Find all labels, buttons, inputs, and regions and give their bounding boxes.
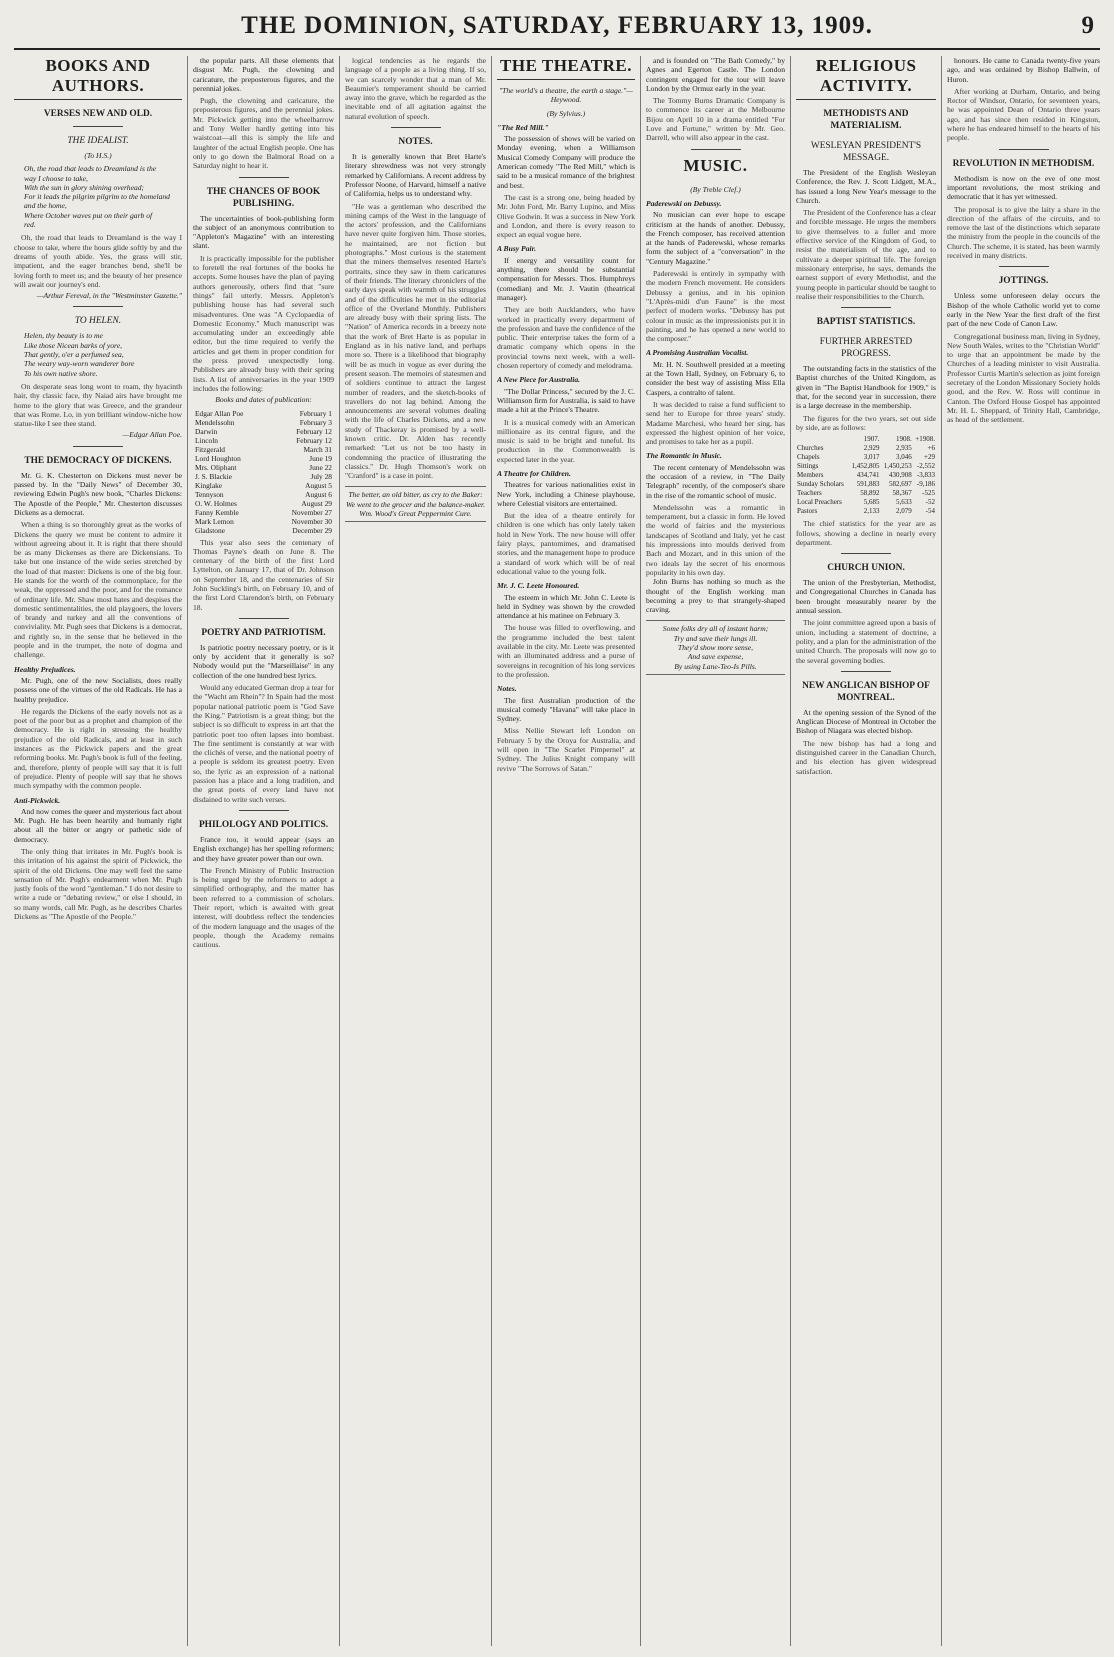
divider xyxy=(691,149,741,150)
stats-cell: 3,046 xyxy=(895,453,912,462)
anniversary-date: February 12 xyxy=(296,435,332,445)
stats-cell: Members xyxy=(797,471,824,480)
new-piece-paragraph: "The Dollar Princess," secured by the J. C. Williamson firm for Australia, is said to have made a hit at the Prince's Theatre. xyxy=(497,386,635,415)
anniversary-name: Lincoln xyxy=(195,435,218,445)
poem1-title: THE IDEALIST. xyxy=(67,136,129,146)
anniversary-row xyxy=(193,517,334,526)
anniversary-name: Kinglake xyxy=(195,480,223,490)
divider xyxy=(239,177,289,178)
anniversary-row xyxy=(193,499,334,508)
advert-text: The better, an old bitter, as cry to the Baker: We went to the grocer and the balance-maker. xyxy=(345,490,486,509)
montreal-heading: NEW ANGLICAN BISHOP OF MONTREAL. xyxy=(802,680,930,703)
dickens-paragraph: Mr. G. K. Chesterton on Dickens must never be passed by. In the "Daily News" of December 30, reviewing Edwin Pugh's new book, "Charles Dickens: The Apostle of the People," Mr. Chesterton discusses Dickens as a democrat. xyxy=(14,470,182,517)
anniversary-date: February 12 xyxy=(296,426,332,436)
anniversary-name: Mrs. Oliphant xyxy=(195,462,237,472)
poem-line: and the home, xyxy=(24,201,67,211)
poetry-heading: POETRY AND PATRIOTISM. xyxy=(201,627,326,638)
divider xyxy=(73,306,123,307)
stats-cell: Local Preachers xyxy=(797,498,842,507)
stats-cell: Pastors xyxy=(797,507,818,516)
column-religious-continued: honours. He came to Canada twenty-five years ago, and was ordained by Bishop Ballwin, of Huron. After working at Durham, Ontario, and being Rector of Windsor, Ontario, for seventeen years, he was appointed Dean of Ontario three years ago, and has since then resided in Kingston, where he has endeared himself to the hearts of his people. REVOLUTION IN METHODISM. Methodism is now on the eve of one most important revolutions, the most striking and democratic that it has yet witnessed. The proposal is to give the laity a share in the direction of the affairs of the circuits, and to remove the last of the distinctions which separate the ministry from the people in the councils of the Church. The scheme, it is stated, has been warmly received in many districts. JOTTINGS. Unless some unforeseen delay occurs the Bishop of the whole Catholic world yet to come early in the New Year the first draft of the first part of the new Code of Canon Law. Congregational business man, living in Sydney, New South Wales, writes to the "Christian World" to urge that an appointment be made by the Churches of a leading minister to visit Australia. Professor Curtis Martin's selection as joint foreign secretary of the London Missionary Society holds good, and the Rev. W. Ross will continue in Canton. The Oxford House Gospel has appointed Mr. H. L. Sheppard, of Trinity Hall, Cambridge, as head of the settlement. xyxy=(947,56,1100,425)
anniversary-name: Darwin xyxy=(195,426,218,436)
anniversary-date: November 27 xyxy=(291,507,332,517)
poem2-signature: —Edgar Allan Poe. xyxy=(122,430,182,440)
stats-cell: 58,367 xyxy=(892,489,912,498)
wesleyan-paragraph: The President of the English Wesleyan Conference, the Rev. J. Scott Lidgett, M.A., has issued a long New Year's message to the Church. xyxy=(796,168,936,205)
masthead-title: THE DOMINION, SATURDAY, FEBRUARY 13, 1909. xyxy=(241,12,873,39)
revolution-paragraph: Methodism is now on the eve of one most important revolutions, the most striking and democratic that it has yet witnessed. xyxy=(947,173,1100,202)
advert-line: Try and save their lungs ill. xyxy=(673,633,758,643)
stats-header-cell: 1907. xyxy=(863,435,880,444)
theatre-byline: (By Sylvius.) xyxy=(546,108,586,118)
romantic-paragraph: The recent centenary of Mendelssohn was the occasion of a review, in "The Daily Telegraph" recently, of the composer's share in the rise of the romantic school of music. xyxy=(646,462,785,500)
poem-line: For it leads the pilgrim pilgrim to the homeland xyxy=(24,192,170,202)
column-books-continued: the popular parts. All these elements that disgust Mr. Pugh, the clowning and caricature, the preposterous figures, and the perennial jokes. Pugh, the clowning and caricature, the preposterous figures, and the perennial jokes. Mr. Pickwick getting into the wheelbarrow and Tony Weller hardly getting into his waistcoat—all this is simply the life and laughter of the actual English people. One has only to go down the Balmoral Road on a Saturday night to hear it. THE CHANCES OF BOOK PUBLISHING. The uncertainties of book-publishing form the subject of an anonymous contribution to "Appleton's Magazine" with an interesting slant. It is practically impossible for the publisher to foretell the real fortunes of the books he accepts. Some houses have the plan of paying authors generously, others find that "sure things" fail utterly. Messrs. Appleton's publishing house has had several such misadventures. One was "A Cyclopaedia of Domestic Economy." Much manuscript was accumulating under an exceedingly able editor, but the time required to verify the articles and get them in proper condition for the press proved unexpectedly long. Publishers are already busy with their spring lists. A list of anniversaries in the year 1909 includes the following: Books and dates of publication: Edgar Allan Poe February 1 Mendelssohn February 3 Darwin February 12 Lincoln February 12 Fitzgerald March 31 Lord Houghton June 19 Mrs. Oliphant June 22 J. S. Blackie July 28 Kinglake August 5 Tennyson August 6 O. W. Holmes August 29 Fanny Kemble November 27 Mark Lemon November 30 Gladstone December 29 This year also sees the centenary of Thomas Payne's death on June 8. The centenary of the birth of the first Lord Lyttelton, on January 17, that of Dr. Johnson on September 18, and the centenaries of Sir John Suckling's birth, on February 10, and of the first Lord Clarendon's birth, on February 18. POETRY AND PATRIOTISM. Is patriotic poetry necessary poetry, or is it only by accident that it generally is so? Nobody would put the "Marseillaise" in any collection of the one hundred best lyrics. Would any educated German drop a tear for the "Wacht am Rhein"? In Spain had the most popular national patriotic poem is "God Save the King." Patriotism is a great thing; but the subject is so difficult to express in art that the patriotic poet too often lapses into bombast. The fine sentiment is constantly at war with the clichés of verse, and the national poetry of a people is seldom its greatest poetry. Even so, the lyric as an expression of a national passion has a place and a long tradition, and the great poets of every land have not disdained to write such verses. PHILOLOGY AND POLITICS. France too, it would appear (says an English exchange) has her spelling reformers; and they have greater power than our own. The French Ministry of Public Instruction is being urged by the reformers to adopt a simplified orthography, and the matter has been referred to a commission of scholars. Their report, which is awaited with great interest, will doubtless reflect the tendencies of the modern language and the usages of the people, though the Academy remains cautious. xyxy=(193,56,334,950)
healthy-prejudices-heading: Healthy Prejudices. xyxy=(14,664,76,674)
intro-paragraph: the popular parts. All these elements that disgust Mr. Pugh, the clowning and caricature, the preposterous figures, and the perennial jokes. xyxy=(193,56,334,93)
children-theatre-paragraph: Theatres for various nationalities exist in New York, including a Chinese playhouse, where Celestial visitors are entertained. xyxy=(497,480,635,508)
stats-cell: 1,452,805 xyxy=(851,462,880,471)
anniversary-row xyxy=(193,472,334,481)
church-union-paragraph: The union of the Presbyterian, Methodist, and Congregational Churches in Canada has been brought measurably nearer by the annual session. xyxy=(796,578,936,616)
stats-cell: 5,685 xyxy=(863,498,880,507)
dickens-heading: THE DEMOCRACY OF DICKENS. xyxy=(24,455,172,466)
theatre-notes-paragraph: The first Australian production of the musical comedy "Havana" will take place in Sydney. xyxy=(497,695,635,724)
anniversary-row xyxy=(193,508,334,517)
anniversary-row xyxy=(193,409,334,418)
masthead xyxy=(14,8,1100,50)
stats-row xyxy=(796,462,936,471)
stats-cell: 58,892 xyxy=(860,489,880,498)
anniversary-row xyxy=(193,526,334,535)
anniversary-row xyxy=(193,463,334,472)
anniversary-row xyxy=(193,436,334,445)
church-union-heading: CHURCH UNION. xyxy=(827,563,905,574)
anniversary-date: March 31 xyxy=(303,444,332,454)
stats-cell: Churches xyxy=(797,444,824,453)
stats-cell: -525 xyxy=(922,489,935,498)
advert-line: They'd show more sense, xyxy=(677,643,754,653)
poem1-attribution: (To H.S.) xyxy=(84,151,112,160)
anniversary-row xyxy=(193,490,334,499)
column-rule xyxy=(187,56,188,1646)
anniversary-table-body xyxy=(193,409,334,535)
stats-cell: Sittings xyxy=(797,462,819,471)
anniversary-row xyxy=(193,445,334,454)
leete-paragraph: The esteem in which Mr. John C. Leete is held in Sydney was shown by the crowded attendance at his matinee on February 3. xyxy=(497,592,635,621)
anniversary-date: July 28 xyxy=(310,471,332,481)
poem-line: Oh, the road that leads to Dreamland is the xyxy=(24,164,157,174)
intro-paragraph: honours. He came to Canada twenty-five years ago, and was ordained by Bishop Ballwin, of Huron. xyxy=(947,56,1100,84)
divider xyxy=(841,671,891,672)
anniversary-name: Tennyson xyxy=(195,489,224,499)
poem2-body xyxy=(24,331,182,377)
anniversary-name: Fanny Kemble xyxy=(195,507,239,517)
stats-cell: 2,929 xyxy=(863,444,880,453)
divider xyxy=(841,553,891,554)
anniversary-name: J. S. Blackie xyxy=(195,471,232,481)
theatre-continued-paragraph: and is founded on "The Bath Comedy," by Agnes and Egerton Castle. The London contingent engaged for the tour will leave London by the Ormuz early in the year. xyxy=(646,56,785,93)
section-title-music: MUSIC. xyxy=(683,155,748,175)
poem-line: Where October waves put on their garb of xyxy=(24,210,153,220)
poem-line: Like those Nicean barks of yore, xyxy=(24,340,122,350)
section-title-theatre: THE THEATRE. xyxy=(497,56,635,80)
column-rule xyxy=(790,56,791,1646)
montreal-paragraph: At the opening session of the Synod of the Anglican Diocese of Montreal in October the Bishop of Niagara was elected bishop. xyxy=(796,707,936,736)
stats-cell: 591,883 xyxy=(856,480,880,489)
column-religious-activity: RELIGIOUS ACTIVITY. METHODISTS AND MATERIALISM. WESLEYAN PRESIDENT'S MESSAGE. The President of the English Wesleyan Conference, the Rev. J. Scott Lidgett, M.A., has issued a long New Year's message to the Church. The President of the Conference has a clear and forcible message. He urges the members to give themselves to a fuller and more effective service of the Kingdom of God, to resist the materialism of the age, and to cultivate a deeper spiritual life. The foreign missionary enterprise, he says, demands the earnest support of every Methodist, and the young people in particular should be taught to realise their responsibilities to the Church. BAPTIST STATISTICS. FURTHER ARRESTED PROGRESS. The outstanding facts in the statistics of the Baptist churches of the United Kingdom, as given in "The Baptist Handbook for 1909," is that, for the second year in succession, there is a large decrease in the membership. The figures for the two years, set out side by side, are as follows: 1907. 1908. +1908. Churches 2,929 2,935 +6 Chapels 3,017 3,046 +29 Sittings 1,452,805 1,450,253 -2,552 Members 434,741 430,908 -3,833 Sunday Scholars 591,883 582,697 -9,186 Teachers 58,892 58,367 -525 Local Preachers 5,685 5,633 -52 Pastors 2,133 2,079 -54 The chief statistics for the year are as follows, showing a decline in nearly every department. CHURCH UNION. The union of the Presbyterian, Methodist, and Congregational Churches in Canada has been brought measurably nearer by the annual session. The joint committee agreed upon a basis of union, including a statement of doctrine, a polity, and a plan for the administration of the united Church. The proposals will now go to the several governing bodies. NEW ANGLICAN BISHOP OF MONTREAL. At the opening session of the Synod of the Anglican Diocese of Montreal in October the Bishop of Niagara was elected bishop. The new bishop has had a long and distinguished career in the Canadian Church, and his election has given widespread satisfaction. xyxy=(796,56,936,776)
jottings-paragraph: Unless some unforeseen delay occurs the Bishop of the whole Catholic world yet to come early in the New Year the first draft of the first part of the new Code of Canon Law. xyxy=(947,291,1100,329)
healthy-prejudices-paragraph: Mr. Pugh, one of the new Socialists, does really possess one of the virtues of the old Radicals. He has a healthy prejudice. xyxy=(14,675,182,704)
anniversary-row xyxy=(193,481,334,490)
red-mill-paragraph: The possession of shows will be varied on Monday evening, when a Williamson Musical Comedy Company will produce the American comedy "The Red Mill," which is said to be a musical romance of the brightest and best. xyxy=(497,134,635,190)
stats-cell: -2,552 xyxy=(916,462,935,471)
stats-cell: 3,017 xyxy=(863,453,880,462)
poem1-body xyxy=(24,164,182,229)
advert-line: By using Lane-Teo-Is Pills. xyxy=(674,661,757,671)
anniversary-name: O. W. Holmes xyxy=(195,498,237,508)
divider xyxy=(999,266,1049,267)
stats-cell: -54 xyxy=(925,507,935,516)
anniversary-date: November 30 xyxy=(291,516,332,526)
column-rule xyxy=(339,56,340,1646)
divider xyxy=(73,126,123,127)
burns-paragraph: John Burns has nothing so much as the thought of the English working man becoming a prey to that strangely-shaped craving. xyxy=(646,577,785,615)
stats-cell: +29 xyxy=(924,453,935,462)
stats-header-cell: 1908. xyxy=(895,435,912,444)
stats-row xyxy=(796,507,936,516)
notes-heading: NOTES. xyxy=(398,137,433,148)
anniversary-name: Mark Lemon xyxy=(195,516,234,526)
anniversary-row xyxy=(193,418,334,427)
stats-cell: 582,697 xyxy=(888,480,912,489)
section-title-religious: RELIGIOUS ACTIVITY. xyxy=(796,56,936,100)
poem-line: way I choose to take, xyxy=(24,173,88,183)
stats-cell: -52 xyxy=(925,498,935,507)
theatre-notes-heading: Notes. xyxy=(497,684,517,694)
stats-cell: 1,450,253 xyxy=(883,462,912,471)
divider xyxy=(73,446,123,447)
children-theatre-heading: A Theatre for Children. xyxy=(497,468,571,478)
anniversary-date: June 22 xyxy=(309,462,332,472)
stats-cell: 2,079 xyxy=(895,507,912,516)
stats-cell: Chapels xyxy=(797,453,820,462)
romantic-heading: The Romantic in Music. xyxy=(646,451,722,461)
stats-row xyxy=(796,471,936,480)
book-list-intro: Books and dates of publication: xyxy=(215,395,312,405)
column-rule xyxy=(640,56,641,1646)
busy-pair-paragraph: If energy and versatility count for anything, there should be substantial compensation for Messrs. Thos. Humphreys (comedian) and Mr. J. Vautin (theatrical manager). xyxy=(497,255,635,302)
stats-cell: 430,908 xyxy=(888,471,912,480)
wesleyan-heading: WESLEYAN PRESIDENT'S MESSAGE. xyxy=(810,141,922,163)
poetry-paragraph: Is patriotic poetry necessary poetry, or is it only by accident that it generally is so? Nobody would put the "Marseillaise" in any collection of the one hundred best lyrics. xyxy=(193,642,334,680)
stats-cell: Sunday Scholars xyxy=(797,480,844,489)
poem-line: To his own native shore. xyxy=(24,368,98,378)
anniversary-name: Gladstone xyxy=(195,525,225,535)
arrested-progress-heading: FURTHER ARRESTED PROGRESS. xyxy=(819,337,913,360)
theatre-epigraph: "The world's a theatre, the earth a stage."—Heywood. xyxy=(498,86,634,105)
poem1-signature: —Arthur Fereval, in the "Westminster Gazette." xyxy=(36,291,182,301)
anniversary-name: Fitzgerald xyxy=(195,444,225,454)
anniversary-date: August 5 xyxy=(305,480,332,490)
divider xyxy=(239,618,289,619)
column-music: and is founded on "The Bath Comedy," by Agnes and Egerton Castle. The London contingent engaged for the tour will leave London by the Ormuz early in the year. The Tommy Burns Dramatic Company is to commence its career at the Melbourne Bijou on April 10 in a drama entitled "For Love and Fortune," written by Mr. Geo. Darrell, who will also appear in the cast. MUSIC. (By Treble Clef.) Paderewski on Debussy. No musician can ever hope to escape criticism at the hands of another. Debussy, the French composer, has received attention at the hands of Paderewski, whose remarks form the subject of a "conversation" in the "Century Magazine." Paderewski is entirely in sympathy with the modern French movement. He considers Debussy a genius, and in his opinion "L'Après-midi d'un Faune" is the most perfect of modern works. "Debussy has put colour in music as the impressionists put it in painting, and he has opened a new world to the composer." A Promising Australian Vocalist. Mr. H. N. Southwell presided at a meeting at the Town Hall, Sydney, on February 6, to consider the best way of assisting Miss Ella Caspers, a contralto of talent. It was decided to raise a fund sufficient to send her to Europe for three years' study. Madame Marchesi, who heard her sing, has expressed the highest opinion of her voice, and promises to take her as a pupil. The Romantic in Music. The recent centenary of Mendelssohn was the occasion of a review, in "The Daily Telegraph" recently, of the composer's share in the rise of the romantic school of music. Mendelssohn was a romantic in temperament, but a classic in form. He loved the world of fairies and the mysterious landscapes of Scotland and Italy, yet he cast his impressions into moulds derived from Bach and Mozart, and in this union of the two ideals lay the secret of his enormous popularity in his own day. John Burns has nothing so much as the thought of the English working man becoming a prey to that strangely-shaped craving. Some folks dry all of instant harm; Try and save their lungs ill. They'd show more sense, And save expense, By using Lane-Teo-Is Pills. xyxy=(646,56,785,1646)
stats-cell: -9,186 xyxy=(916,480,935,489)
column-notes: logical tendencies as he regards the language of a people as a living thing. If so, we can scarcely wonder that a man of Mr. Beaumier's temperament should be carried away into the grave, which he regarded as the inevitable end of all agitation against the natural evolution of speech. NOTES. It is generally known that Bret Harte's literary shrewdness was not very strongly remarked by Californians. A recent address by Professor Noone, of Harvard, himself a native of California, helps us to understand why. "He was a gentleman who described the mining camps of the West in the language of the actors' profession, and the Californians have never quite forgiven him. Those stories, he maintained, are not fiction but photographs." Most curious is the statement that the miners themselves resented Harte's portraits, since they saw in them caricatures of their friends. The literary chroniclers of the early days speak with warmth of his struggles and of the difficulties he met in the editorial office of the Overland Monthly. Publishers are already busy with their spring lists. The "Nation" of America records in a breezy note that the work of Bret Harte is as popular in England as in his native land, and perhaps more so. There is a likelihood that biography will be as much in vogue as ever during the present season. The memoirs of statesmen and of soldiers continue to attract the largest number of readers, and the sketch-books of travellers do not lag behind. Among the announcements are several volumes dealing with the life of Charles Dickens, and a new study of Thackeray is promised by a well-known critic. Dr. Alden has recently remarked: "Let us not be too hasty in condemning the practice of illustrating the classics." Dr. Hugh Thomson's work on "Cranford" is a case in point. The better, an old bitter, as cry to the Baker: We went to the grocer and the balance-maker. Wm. Wood's Great Peppermint Cure. xyxy=(345,56,486,1646)
poem-line: Helen, thy beauty is to me xyxy=(24,331,103,341)
divider xyxy=(239,810,289,811)
column-the-theatre: THE THEATRE. "The world's a theatre, the earth a stage."—Heywood. (By Sylvius.) "The Red Mill." The possession of shows will be varied on Monday evening, when a Williamson Musical Comedy Company will produce the American comedy "The Red Mill," which is said to be a musical romance of the brightest and best. The cast is a strong one, being headed by Mr. John Ford, Mr. Barry Lupino, and Miss Olive Godwin. It was a success in New York and London, and there is every reason to expect an equal vogue here. A Busy Pair. If energy and versatility count for anything, there should be substantial compensation for Messrs. Thos. Humphreys (comedian) and Mr. J. Vautin (theatrical manager). They are both Aucklanders, who have worked in practically every department of the profession and have the confidence of the public. Their enterprise takes the form of a dramatic company which opens in the provincial towns next week, with a well-chosen repertory of comedy and melodrama. A New Piece for Australia. "The Dollar Princess," secured by the J. C. Williamson firm for Australia, is said to have made a hit at the Prince's Theatre. It is a musical comedy with an American millionaire as its central figure, and the music is said to be bright and tuneful. Its production in the Commonwealth is expected later in the year. A Theatre for Children. Theatres for various nationalities exist in New York, including a Chinese playhouse, where Celestial visitors are entertained. But the idea of a theatre entirely for children is one which has only lately taken hold in New York. The new house will offer fairy plays, pantomimes, and dramatised stories, and the management hope to produce a standard of work which will be of real educational value to the young folk. Mr. J. C. Leete Honoured. The esteem in which Mr. John C. Leete is held in Sydney was shown by the crowded attendance at his matinee on February 3. The house was filled to overflowing, and the programme included the best talent available in the city. Mr. Leete was presented with an illuminated address and a purse of sovereigns in recognition of his long services to the profession. Notes. The first Australian production of the musical comedy "Havana" will take place in Sydney. Miss Nellie Stewart left London on February 5 by the Oroya for Australia, and will open in "The Scarlet Pimpernel" at Sydney. The Julius Knight company will revive "The Sorrows of Satan." xyxy=(497,56,635,773)
stats-cell: +6 xyxy=(927,444,935,453)
debussy-paragraph: No musician can ever hope to escape criticism at the hands of another. Debussy, the French composer, has received attention at the hands of Paderewski, whose remarks form the subject of a "conversation" in the "Century Magazine." xyxy=(646,210,785,266)
anti-pickwick-heading: Anti-Pickwick. xyxy=(14,795,61,805)
divider xyxy=(841,307,891,308)
divider xyxy=(999,149,1049,150)
anniversary-name: Mendelssohn xyxy=(195,417,235,427)
stats-row xyxy=(796,489,936,498)
baptist-statistics-table xyxy=(796,435,936,516)
leete-heading: Mr. J. C. Leete Honoured. xyxy=(497,581,580,591)
methodists-heading: METHODISTS AND MATERIALISM. xyxy=(823,109,909,131)
anniversary-date: June 19 xyxy=(309,453,332,463)
stats-cell: -3,833 xyxy=(916,471,935,480)
poem-line: The weary way-worn wanderer bore xyxy=(24,359,135,369)
anniversary-date: February 3 xyxy=(299,417,332,427)
advert-line: Some folks dry all of instant harm; xyxy=(662,624,769,634)
anniversary-date: August 29 xyxy=(301,498,332,508)
stats-cell: 434,741 xyxy=(856,471,880,480)
column-books-and-authors: BOOKS AND AUTHORS. VERSES NEW AND OLD. THE IDEALIST. (To H.S.) Oh, the road that leads to Dreamland is the way I choose to take, With the sun in glory shining overhead; For it leads the pilgrim pilgrim to the homeland and the home, Where October waves put on their garb of red. Oh, the road that leads to Dreamland is the way I choose to take, where the hours glide softly by and the dreams of youth abide. Yes, the grass will stir, impatient, and the eager branches bend, she'll be loving forth to meet us; and the beauty of her presence will await our journey's end. —Arthur Fereval, in the "Westminster Gazette." TO HELEN. Helen, thy beauty is to me Like those Nicean barks of yore, That gently, o'er a perfumed sea, The weary way-worn wanderer bore To his own native shore. On desperate seas long wont to roam, thy hyacinth hair, thy classic face, thy Naiad airs have brought me home to the glory that was Greece, and the grandeur that was Rome. Lo, in yon brilliant window-niche how statue-like I see thee stand. —Edgar Allan Poe. THE DEMOCRACY OF DICKENS. Mr. G. K. Chesterton on Dickens must never be passed by. In the "Daily News" of December 30, reviewing Edwin Pugh's new book, "Charles Dickens: The Apostle of the People," Mr. Chesterton discusses Dickens as a democrat. When a thing is so thoroughly great as the works of Dickens the query we must be content to admire it without agreeing about it. It is right that there should be as many Dickenses as there are Dickensians. To take but one instance of the wide series stretched by the load of that master: Dickens is one of the big four. He stands for the worth of the commonplace, for the weak, the oppressed and the poor, and for the romance of ordinary life. Mr. Shaw most hates and despises the domestic sentimentalities, the old playgoers, the lovers of brandy and turkey and all the conventions of conviviality. Mr. Pugh sees that Dickens is a democrat, and rightly so, in the sense that he believed in the people and in the trumpet, the note of dogma and challenge. Healthy Prejudices. Mr. Pugh, one of the new Socialists, does really possess one of the virtues of the old Radicals. He has a healthy prejudice. He regards the Dickens of the early novels not as a poet of the poor but as a prophet and champion of the democracy. He is right in stressing the healthy prejudice of the old Radicals, and at least in such instances as the Pickwick papers and the great reforming books. Mr. Pugh's book is full of the feeling, and, therefore, plenty of people will say that it is full of prejudice. Plenty of people will say that he shows much sympathy with the common people. Anti-Pickwick. And now comes the queer and mysterious fact about Mr. Pugh. He has been heartily and humanly right about all the bitter or angry or pathetic side of democracy. The only thing that irritates in Mr. Pugh's book is this irritation of his against the spirit of Pickwick, the spirit of the old Dickens. One may well feel the same sensation of Mr. Pugh's endearment when Mr. Pugh justly fools of the word "gentleman." I do not desire to write a rude or "debating review," or else I should, in so many words, call Mr. Pugh, as he describes Charles Dickens as "The Apostle of the People." xyxy=(14,56,182,922)
stats-row xyxy=(796,480,936,489)
philology-heading: PHILOLOGY AND POLITICS. xyxy=(198,819,329,830)
arrested-progress-paragraph: The outstanding facts in the statistics of the Baptist churches of the United Kingdom, as given in "The Baptist Handbook for 1909," is that, for the second year in succession, there is a large decrease in the membership. xyxy=(796,364,936,411)
stats-row xyxy=(796,453,936,462)
verses-title: VERSES NEW AND OLD. xyxy=(43,109,153,119)
red-mill-heading: "The Red Mill." xyxy=(497,122,549,132)
revolution-heading: REVOLUTION IN METHODISM. xyxy=(952,158,1095,169)
stats-row xyxy=(796,498,936,507)
advertisement xyxy=(646,620,785,674)
chances-heading: THE CHANCES OF BOOK PUBLISHING. xyxy=(206,186,321,209)
anti-pickwick-paragraph: And now comes the queer and mysterious fact about Mr. Pugh. He has been heartily and humanly right about all the bitter or angry or pathetic side of democracy. xyxy=(14,806,182,844)
jottings-heading: JOTTINGS. xyxy=(998,276,1049,287)
section-title-books: BOOKS AND AUTHORS. xyxy=(14,56,182,100)
column-rule xyxy=(491,56,492,1646)
debussy-heading: Paderewski on Debussy. xyxy=(646,198,722,208)
anniversary-date: December 29 xyxy=(292,525,332,535)
music-byline: (By Treble Clef.) xyxy=(690,184,741,194)
baptist-heading: BAPTIST STATISTICS. xyxy=(816,317,916,328)
poem-line: With the sun in glory shining overhead; xyxy=(24,182,145,192)
advert-signature: Wm. Wood's Great Peppermint Cure. xyxy=(359,509,472,519)
vocalist-paragraph: Mr. H. N. Southwell presided at a meeting at the Town Hall, Sydney, on February 6, to consider the best way of assisting Miss Ella Caspers, a contralto of talent. xyxy=(646,359,785,397)
new-piece-heading: A New Piece for Australia. xyxy=(497,375,581,385)
anniversary-row xyxy=(193,454,334,463)
baptist-statistics-body xyxy=(796,444,936,516)
stats-header-cell: +1908. xyxy=(915,435,935,444)
busy-pair-heading: A Busy Pair. xyxy=(497,244,537,254)
page-number: 9 xyxy=(1081,12,1094,39)
poem-line: That gently, o'er a perfumed sea, xyxy=(24,350,124,360)
advert-line: And save expense, xyxy=(687,652,744,662)
anniversary-row xyxy=(193,427,334,436)
anniversary-table xyxy=(193,409,334,535)
stats-cell: 2,133 xyxy=(863,507,880,516)
divider xyxy=(391,127,441,128)
chances-paragraph: The uncertainties of book-publishing form the subject of an anonymous contribution to "Appleton's Magazine" with an interesting slant. xyxy=(193,213,334,251)
anniversary-date: February 1 xyxy=(299,408,332,418)
stats-cell: 5,633 xyxy=(895,498,912,507)
stats-cell: Teachers xyxy=(797,489,822,498)
anniversary-name: Edgar Allan Poe xyxy=(195,408,244,418)
stats-row xyxy=(796,444,936,453)
column-rule xyxy=(941,56,942,1646)
philology-paragraph: France too, it would appear (says an English exchange) has her spelling reformers; and they have greater power than our own. xyxy=(193,834,334,863)
anniversary-date: August 6 xyxy=(305,489,332,499)
stats-cell: 2,935 xyxy=(895,444,912,453)
vocalist-heading: A Promising Australian Vocalist. xyxy=(646,348,749,358)
poem2-title: TO HELEN. xyxy=(74,316,122,327)
poem-line: red. xyxy=(24,220,36,230)
stats-header-cell xyxy=(796,435,848,444)
anniversary-name: Lord Houghton xyxy=(195,453,241,463)
advertisement xyxy=(345,486,486,522)
notes-paragraph: It is generally known that Bret Harte's literary shrewdness was not very strongly remarked by Californians. A recent address by Professor Noone, of Harvard, himself a native of California, helps us to understand why. xyxy=(345,152,486,199)
